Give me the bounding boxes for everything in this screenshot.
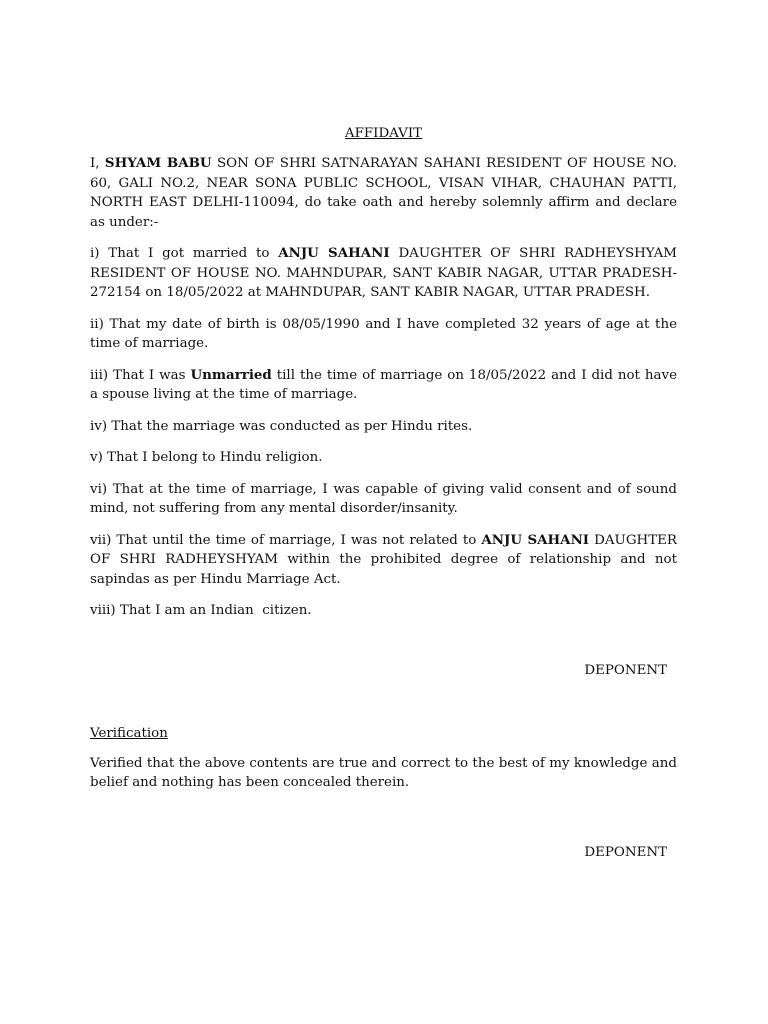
intro-prefix: I, xyxy=(90,156,105,171)
clause-7-rest: DAUGHTER OF SHRI RADHEYSHYAM within the prohibited degree of relationship and not sapindas as per Hindu Marriage Act. xyxy=(90,532,677,587)
deponent-name: SHYAM BABU xyxy=(104,155,212,171)
marital-status: Unmarried xyxy=(190,366,272,383)
deponent-signature-1: DEPONENT xyxy=(584,662,667,678)
spouse-name-2: ANJU SAHANI xyxy=(481,531,590,548)
clause-4: iv) That the marriage was conducted as per Hindu rites. xyxy=(90,418,473,434)
clause-3 xyxy=(90,366,677,405)
clause-1-rest: DAUGHTER OF SHRI RADHEYSHYAM RESIDENT OF HOUSE NO. MAHNDUPAR, SANT KABIR NAGAR, UTTAR PRADESH-272154 on 18/05/2022 at MAHNDUPAR, SANT KABIR NAGAR, UTTAR PRADESH. xyxy=(90,246,677,300)
clause-3-prefix: iii) That I was xyxy=(90,367,191,383)
verification-heading: Verification xyxy=(90,726,168,741)
clause-1-prefix: i) That I got married to xyxy=(90,246,279,261)
clause-2: ii) That my date of birth is 08/05/1990 and I have completed 32 years of age at the time of marriage. xyxy=(90,316,677,351)
clause-8: viii) That I am an Indian citizen. xyxy=(90,603,312,618)
intro-paragraph xyxy=(90,154,677,232)
spouse-name: ANJU SAHANI xyxy=(278,245,390,261)
clause-7 xyxy=(90,531,677,590)
clause-6: vi) That at the time of marriage, I was capable of giving valid consent and of sound mind, not suffering from any mental disorder/insanity. xyxy=(90,481,677,516)
clause-7-prefix: vii) That until the time of marriage, I was not related to xyxy=(90,532,482,548)
intro-rest: SON OF SHRI SATNARAYAN SAHANI RESIDENT OF HOUSE NO. 60, GALI NO.2, NEAR SONA PUBLIC SCHOOL, VISAN VIHAR, CHAUHAN PATTI, NORTH EAST DELHI-110094, do take oath and hereby solemnly affirm and declare as under:- xyxy=(90,156,677,230)
clause-5: v) That I belong to Hindu religion. xyxy=(90,450,323,465)
clause-1 xyxy=(90,244,677,303)
clause-3-rest: till the time of marriage on 18/05/2022 and I did not have a spouse living at the time of marriage. xyxy=(90,367,677,402)
affidavit-body xyxy=(90,124,677,862)
deponent-signature-2: DEPONENT xyxy=(584,844,667,860)
verification-text: Verified that the above contents are true and correct to the best of my knowledge and belief and nothing has been concealed therein. xyxy=(90,755,677,790)
document-title: AFFIDAVIT xyxy=(344,126,423,141)
